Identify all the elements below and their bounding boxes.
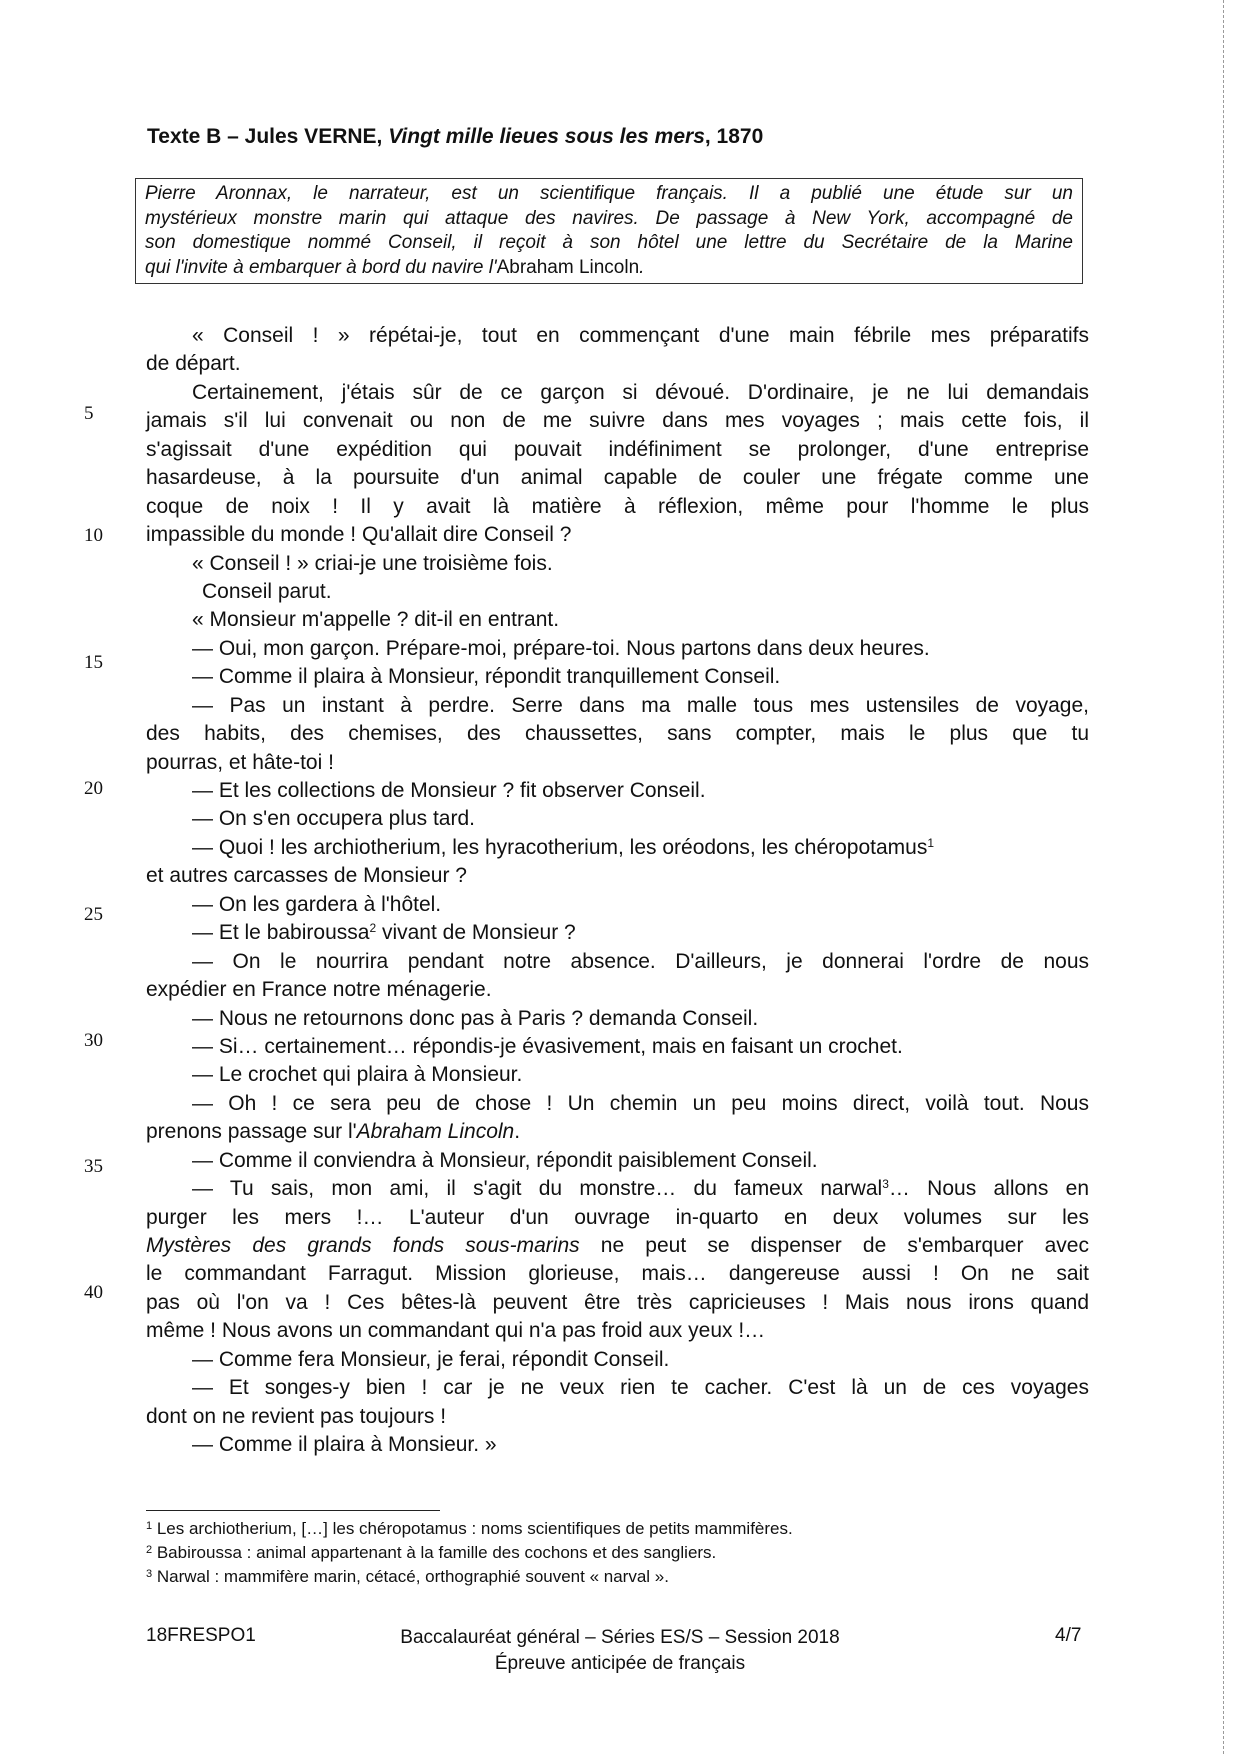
- footnote-separator: [146, 1510, 440, 1511]
- text-line: Conseil parut.: [202, 579, 332, 603]
- text-line: — Pas un instant à perdre. Serre dans ma malle tous mes ustensiles de voyage,: [192, 693, 1089, 717]
- line-number: 20: [84, 778, 103, 799]
- text-line: — Nous ne retournons donc pas à Paris ? demanda Conseil.: [192, 1006, 759, 1030]
- text-line: — Oh ! ce sera peu de chose ! Un chemin un peu moins direct, voilà tout. Nous: [192, 1091, 1089, 1115]
- exam-code: 18FRESPO1: [146, 1625, 256, 1646]
- text-line: « Monsieur m'appelle ? dit-il en entrant.: [192, 608, 560, 632]
- text-line: — Comme il plaira à Monsieur, répondit tranquillement Conseil.: [192, 665, 781, 689]
- intro-box: [135, 178, 1083, 284]
- footnote: $^2$ Babiroussa : animal appartenant à la famille des cochons et des sangliers.: [146, 1543, 717, 1562]
- line-number: 40: [84, 1282, 103, 1303]
- text-line: — On les gardera à l'hôtel.: [192, 892, 442, 916]
- text-line: — Si… certainement… répondis-je évasivement, mais en faisant un crochet.: [192, 1034, 903, 1058]
- text-line: — Oui, mon garçon. Prépare-moi, prépare-toi. Nous partons dans deux heures.: [192, 636, 930, 660]
- footnote: $^1$ Les archiotherium, […] les chéropotamus : noms scientifiques de petits mammifères.: [146, 1519, 793, 1538]
- intro-line: son domestique nommé Conseil, il reçoit à son hôtel une lettre du Secrétaire de la Marine: [145, 232, 1073, 253]
- text-line: le commandant Farragut. Mission glorieuse, mais… dangereuse aussi ! On ne sait: [146, 1262, 1089, 1286]
- footnote: $^3$ Narwal : mammifère marin, cétacé, orthographié souvent « narval ».: [146, 1567, 669, 1586]
- text-line: Certainement, j'étais sûr de ce garçon si dévoué. D'ordinaire, je ne lui demandais: [192, 380, 1089, 404]
- text-line: — Tu sais, mon ami, il s'agit du monstre… du fameux narwal$^3$… Nous allons en: [192, 1177, 1089, 1201]
- intro-line: mystérieux monstre marin qui attaque des navires. De passage à New York, accompagné de: [145, 207, 1073, 229]
- text-line: de départ.: [146, 352, 241, 376]
- text-line: purger les mers !… L'auteur d'un ouvrage in-quarto en deux volumes sur les: [146, 1205, 1089, 1229]
- text-line: « Conseil ! » criai-je une troisième fois.: [192, 551, 553, 575]
- text-line: pas où l'on va ! Ces bêtes-là peuvent être très capricieuses ! Mais nous irons quand: [146, 1290, 1089, 1314]
- text-line: impassible du monde ! Qu'allait dire Conseil ?: [146, 523, 572, 547]
- text-line: hasardeuse, à la poursuite d'un animal capable de couler une frégate comme une: [146, 466, 1089, 490]
- footnote-ref: 1: [927, 835, 935, 850]
- text-title: Texte B – Jules VERNE, Vingt mille lieues sous les mers, 1870: [147, 125, 764, 148]
- line-number: 15: [84, 652, 103, 673]
- text-line: prenons passage sur l'Abraham Lincoln.: [146, 1120, 521, 1144]
- text-line: s'agissait d'une expédition qui pouvait indéfiniment se prolonger, d'une entreprise: [146, 437, 1089, 461]
- text-line: et autres carcasses de Monsieur ?: [146, 864, 467, 888]
- line-number: 5: [84, 403, 94, 424]
- text-line: — Comme il conviendra à Monsieur, répondit paisiblement Conseil.: [192, 1148, 818, 1172]
- line-number: 10: [84, 525, 103, 546]
- text-line: coque de noix ! Il y avait là matière à réflexion, même pour l'homme le plus: [146, 494, 1089, 518]
- text-line: pourras, et hâte-toi !: [146, 750, 334, 774]
- main-text: [146, 322, 1089, 1460]
- footnote-ref: 2: [369, 921, 377, 936]
- text-line: expédier en France notre ménagerie.: [146, 978, 492, 1002]
- text-line: — Et songes-y bien ! car je ne veux rien te cacher. C'est là un de ces voyages: [192, 1376, 1089, 1400]
- text-line: Mystères des grands fonds sous-marins ne peut se dispenser de s'embarquer avec: [146, 1234, 1089, 1257]
- footnotes: [146, 1517, 793, 1589]
- page-edge-dashed-line: [1223, 0, 1224, 1754]
- text-line: — Le crochet qui plaira à Monsieur.: [192, 1063, 523, 1087]
- text-line: même ! Nous avons un commandant qui n'a pas froid aux yeux !…: [146, 1319, 766, 1343]
- text-line: dont on ne revient pas toujours !: [146, 1404, 447, 1428]
- line-number: 30: [84, 1030, 103, 1051]
- text-line: des habits, des chemises, des chaussettes, sans compter, mais le plus que tu: [146, 722, 1089, 746]
- text-line: — Comme il plaira à Monsieur. »: [192, 1433, 497, 1457]
- text-line: — Et les collections de Monsieur ? fit observer Conseil.: [192, 779, 706, 802]
- text-line: — Comme fera Monsieur, je ferai, répondit Conseil.: [192, 1347, 670, 1371]
- text-line: — On s'en occupera plus tard.: [192, 807, 475, 831]
- line-number: 25: [84, 904, 103, 925]
- intro-line: Pierre Aronnax, le narrateur, est un scientifique français. Il a publié une étude sur un: [145, 183, 1073, 204]
- footnote-ref: 3: [882, 1177, 889, 1192]
- text-line: — Et le babiroussa$^2$ vivant de Monsieur ?: [192, 921, 576, 945]
- text-line: — Quoi ! les archiotherium, les hyracotherium, les oréodons, les chéropotamus$^1$: [192, 835, 935, 859]
- line-number: 35: [84, 1156, 103, 1177]
- text-line: — On le nourrira pendant notre absence. D'ailleurs, je donnerai l'ordre de nous: [192, 949, 1089, 973]
- intro-line: qui l'invite à embarquer à bord du navire l'Abraham Lincoln.: [145, 256, 645, 278]
- page-number: 4/7: [1055, 1625, 1082, 1646]
- text-line: « Conseil ! » répétai-je, tout en commençant d'une main fébrile mes préparatifs: [192, 324, 1089, 347]
- exam-footer-title: Baccalauréat général – Séries ES/S – Session 2018 Épreuve anticipée de français: [400, 1627, 840, 1674]
- text-line: jamais s'il lui convenait ou non de me suivre dans mes voyages ; mais cette fois, il: [146, 409, 1089, 433]
